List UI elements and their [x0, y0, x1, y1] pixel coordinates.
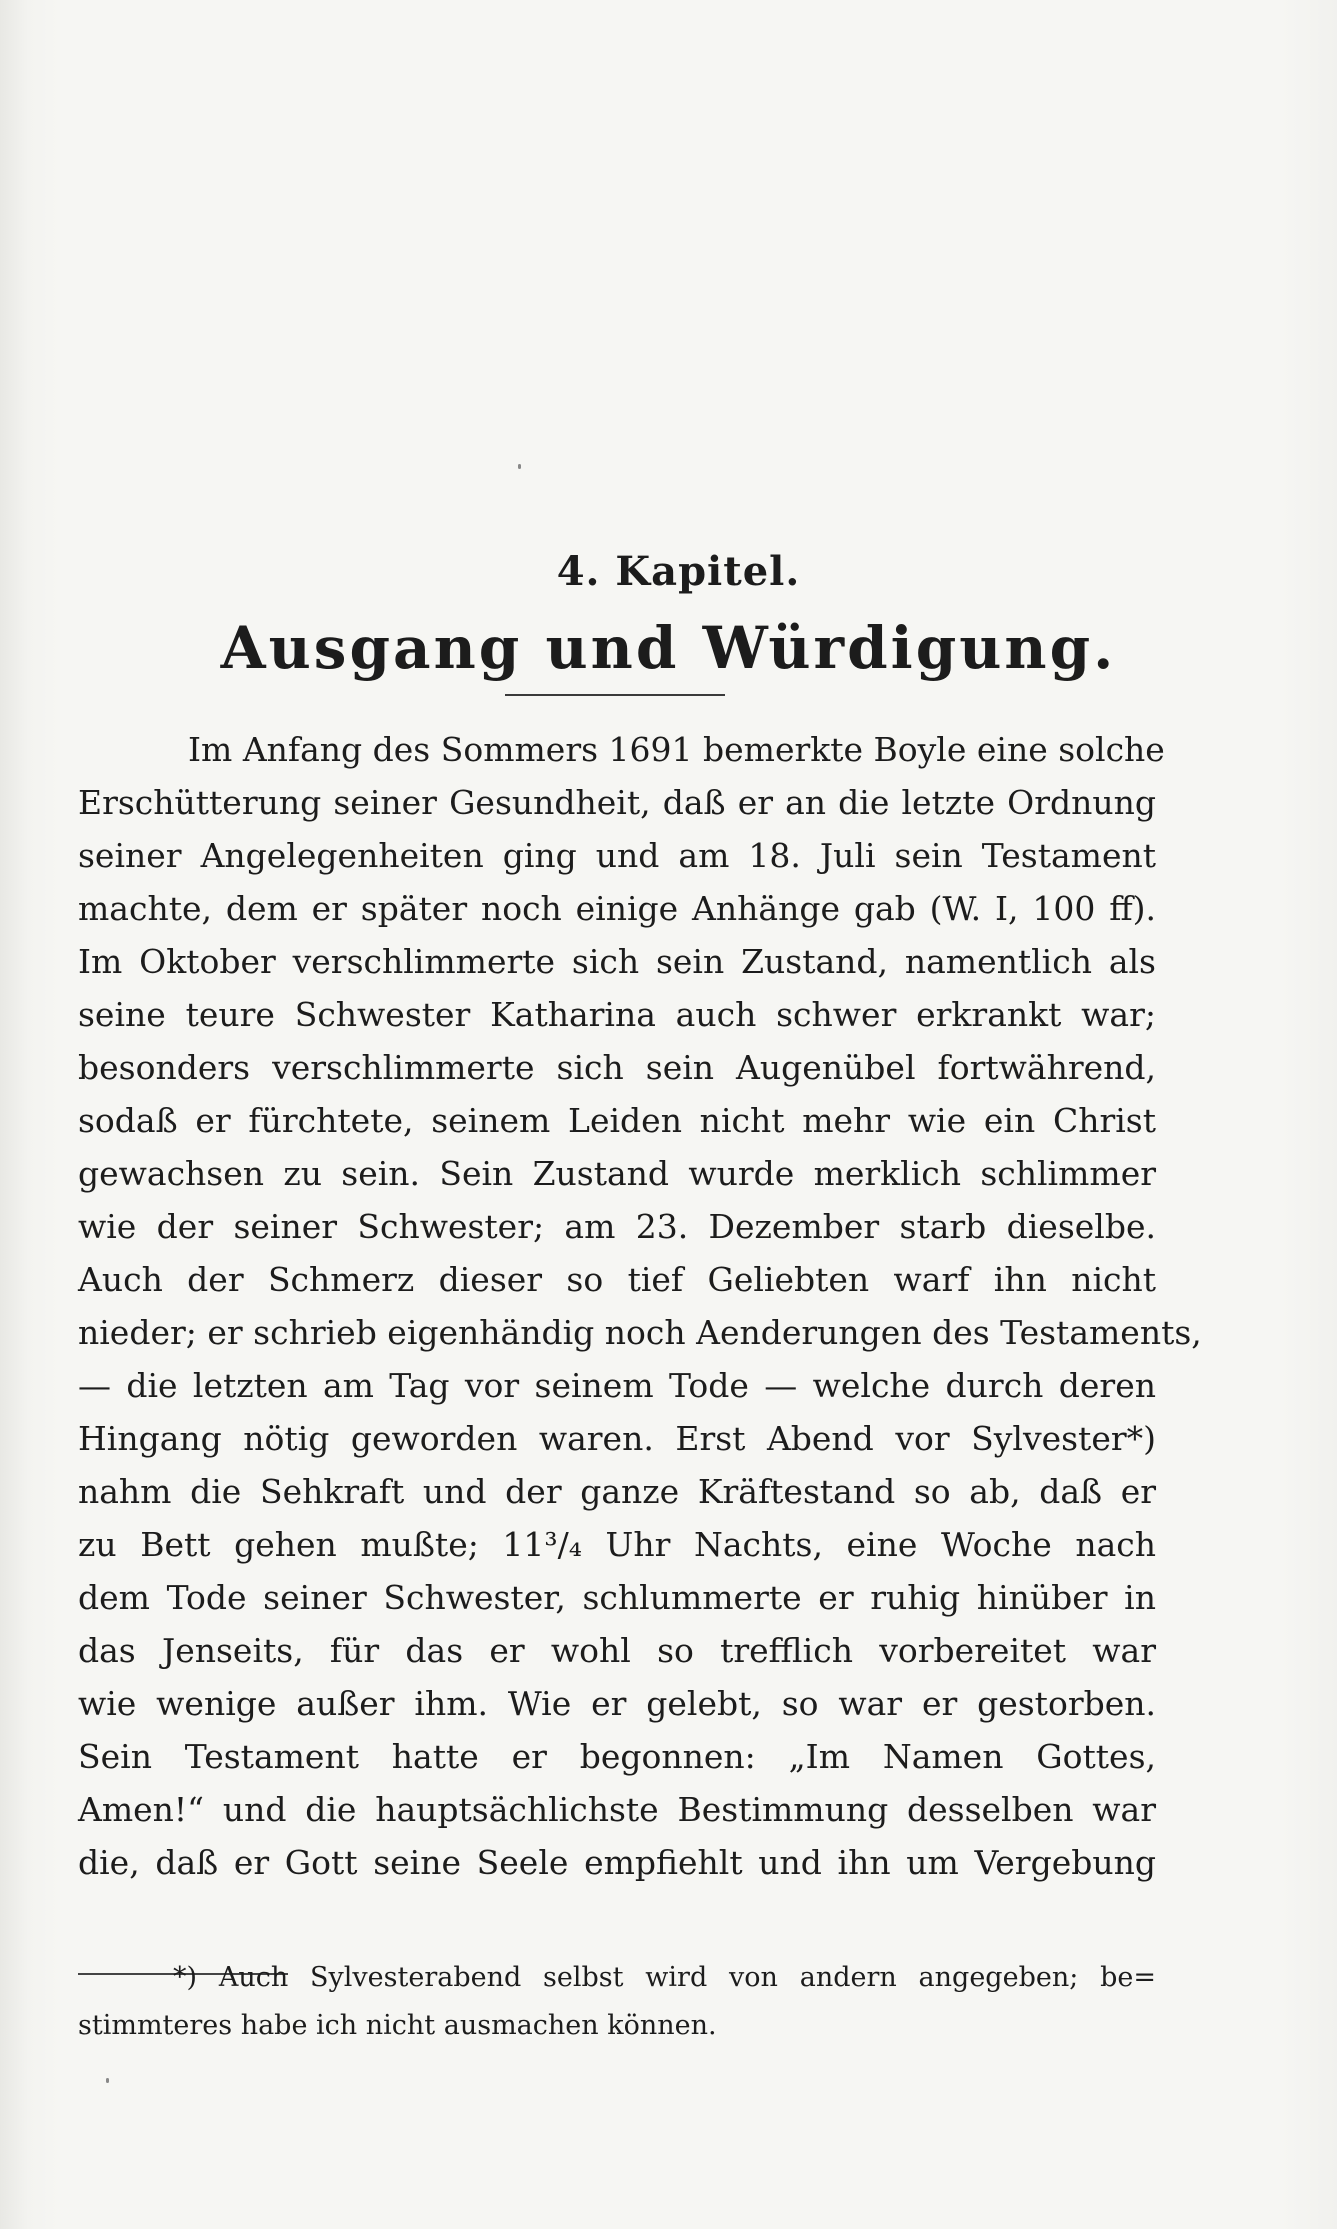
- text-line: dem Tode seiner Schwester, schlummerte er ruhig hinüber in: [78, 1578, 1156, 1617]
- text-line: gewachsen zu sein. Sein Zustand wurde merklich schlimmer: [78, 1154, 1156, 1193]
- text-line: das Jenseits, für das er wohl so trefflich vorbereitet war: [78, 1631, 1156, 1670]
- text-line: zu Bett gehen mußte; 11³/₄ Uhr Nachts, eine Woche nach: [78, 1525, 1156, 1564]
- title-divider: [505, 694, 725, 696]
- footnote: [78, 1954, 1156, 2050]
- paper-speck: [518, 464, 521, 469]
- chapter-title: Ausgang und Würdigung.: [220, 614, 1117, 682]
- text-line: sodaß er fürchtete, seinem Leiden nicht mehr wie ein Christ: [78, 1101, 1156, 1140]
- text-line: besonders verschlimmerte sich sein Augenübel fortwährend,: [78, 1048, 1156, 1087]
- footnote-line: *) Auch Sylvesterabend selbst wird von andern angegeben; be=: [173, 1962, 1156, 1993]
- text-line: Hingang nötig geworden waren. Erst Abend vor Sylvester*): [78, 1419, 1156, 1458]
- text-line: — die letzten am Tag vor seinem Tode — welche durch deren: [78, 1366, 1156, 1405]
- text-line: Im Anfang des Sommers 1691 bemerkte Boyle eine solche: [188, 730, 1165, 769]
- text-line: wie wenige außer ihm. Wie er gelebt, so war er gestorben.: [78, 1684, 1156, 1723]
- text-line: seiner Angelegenheiten ging und am 18. Juli sein Testament: [78, 836, 1156, 875]
- text-line: wie der seiner Schwester; am 23. Dezember starb dieselbe.: [78, 1207, 1156, 1246]
- text-line: die, daß er Gott seine Seele empfiehlt und ihn um Vergebung: [78, 1843, 1156, 1882]
- text-line: nahm die Sehkraft und der ganze Kräftestand so ab, daß er: [78, 1472, 1156, 1511]
- text-line: Amen!“ und die hauptsächlichste Bestimmung desselben war: [78, 1790, 1156, 1829]
- paper-speck: [106, 2078, 109, 2083]
- text-line: seine teure Schwester Katharina auch schwer erkrankt war;: [78, 995, 1156, 1034]
- text-line: nieder; er schrieb eigenhändig noch Aenderungen des Testaments,: [78, 1313, 1202, 1352]
- text-line: machte, dem er später noch einige Anhänge gab (W. I, 100 ff).: [78, 889, 1156, 928]
- footnote-line: stimmteres habe ich nicht ausmachen können.: [78, 2010, 717, 2041]
- body-paragraph: [78, 723, 1202, 1889]
- text-line: Im Oktober verschlimmerte sich sein Zustand, namentlich als: [78, 942, 1156, 981]
- text-line: Erschütterung seiner Gesundheit, daß er an die letzte Ordnung: [78, 783, 1156, 822]
- text-line: Auch der Schmerz dieser so tief Geliebten warf ihn nicht: [78, 1260, 1156, 1299]
- chapter-number: 4. Kapitel.: [556, 548, 801, 595]
- text-line: Sein Testament hatte er begonnen: „Im Namen Gottes,: [78, 1737, 1156, 1776]
